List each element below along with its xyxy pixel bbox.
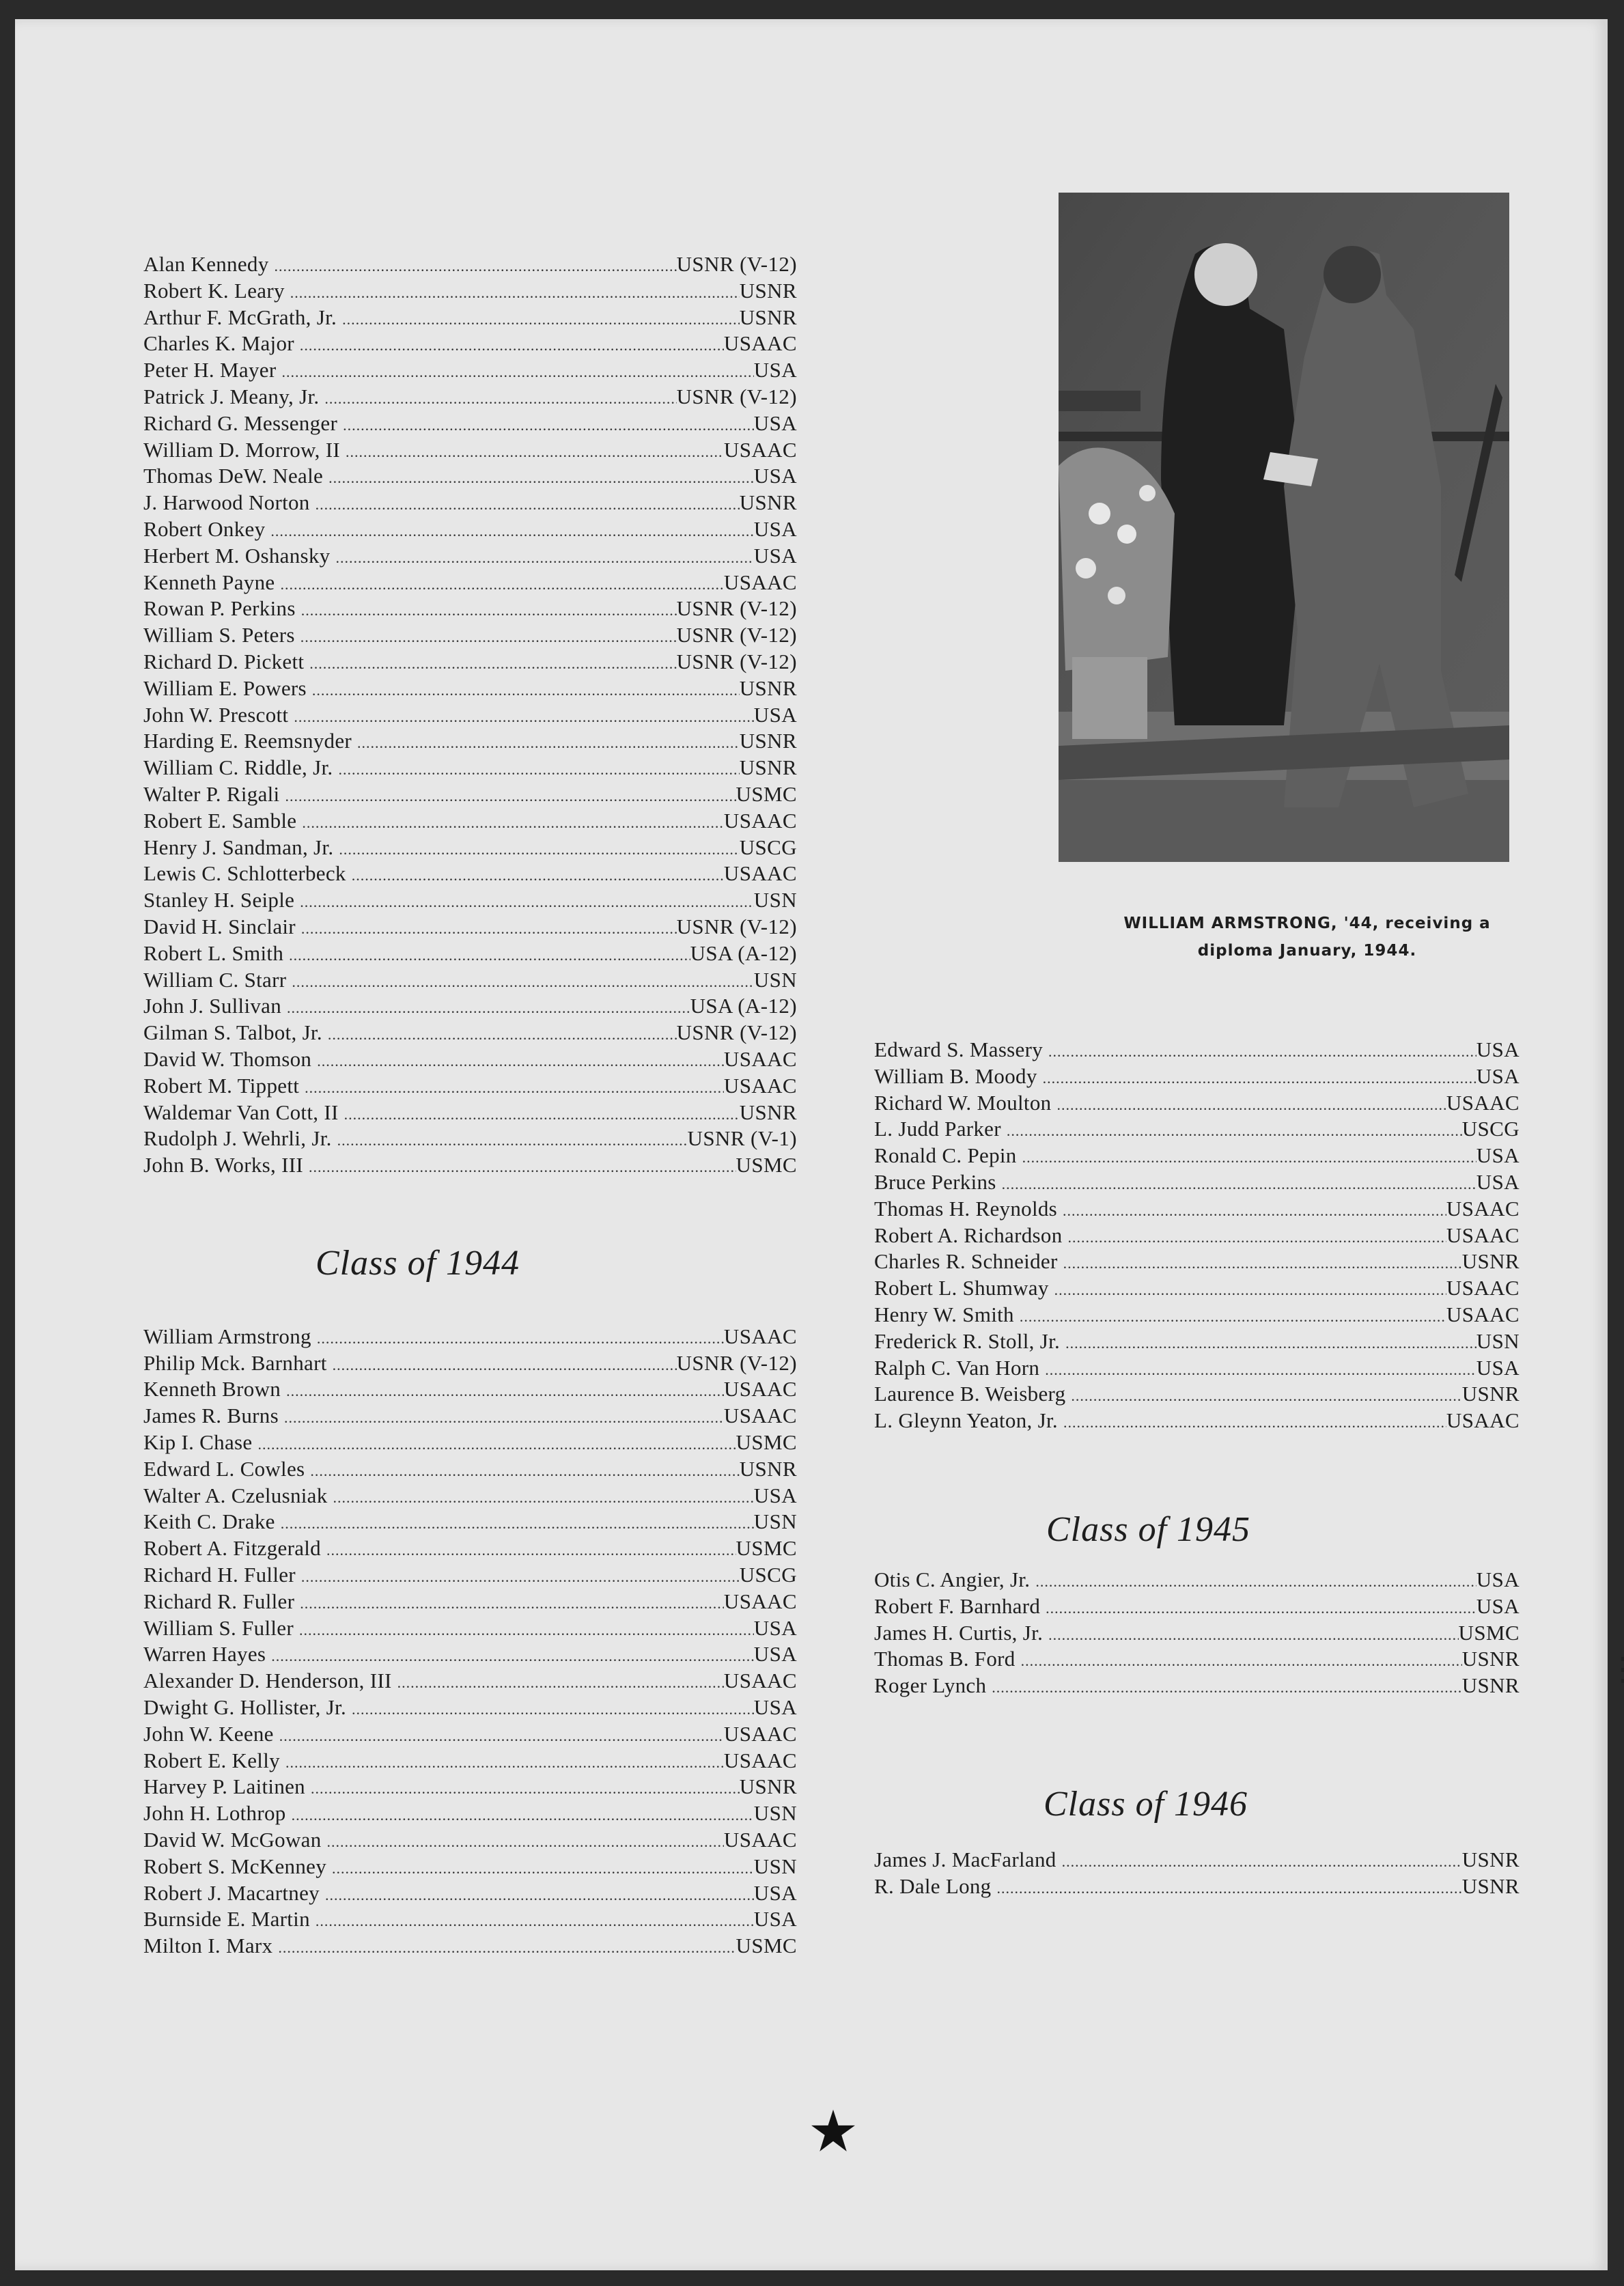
- roster-entry: Gilman S. Talbot, Jr. ..... USNR (V-12): [143, 1020, 797, 1046]
- class-1946-list: [874, 1847, 1520, 1900]
- roster-entry: Warren Hayes ..... USA: [143, 1641, 797, 1668]
- roster-entry: William Armstrong ..... USAAC: [143, 1324, 797, 1350]
- roster-entry: Frederick R. Stoll, Jr. ..... USN: [874, 1328, 1520, 1355]
- roster-entry: William D. Morrow, II ..... USAAC: [143, 437, 797, 464]
- roster-entry: John B. Works, III ..... USMC: [143, 1152, 797, 1179]
- roster-entry: James R. Burns ..... USAAC: [143, 1403, 797, 1430]
- roster-entry: Philip Mck. Barnhart ..... USNR (V-12): [143, 1350, 797, 1377]
- roster-entry: John W. Prescott ..... USA: [143, 702, 797, 729]
- roster-entry: Thomas H. Reynolds ..... USAAC: [874, 1196, 1520, 1223]
- roster-entry: Walter P. Rigali ..... USMC: [143, 781, 797, 808]
- roster-entry: Robert J. Macartney ..... USA: [143, 1880, 797, 1907]
- class-1945-heading: Class of 1945: [1046, 1509, 1251, 1549]
- roster-entry: Harvey P. Laitinen ..... USNR: [143, 1774, 797, 1800]
- roster-entry: Edward S. Massery ..... USA: [874, 1037, 1520, 1063]
- roster-entry: Robert A. Richardson ..... USAAC: [874, 1223, 1520, 1249]
- roster-entry: Thomas DeW. Neale ..... USA: [143, 463, 797, 490]
- roster-entry: Harding E. Reemsnyder ..... USNR: [143, 728, 797, 755]
- roster-entry: Robert L. Smith ..... USA (A-12): [143, 940, 797, 967]
- caption-line-2: diploma January, 1944.: [1197, 942, 1417, 960]
- roster-entry: Arthur F. McGrath, Jr. ..... USNR: [143, 305, 797, 331]
- roster-entry: Laurence B. Weisberg ..... USNR: [874, 1381, 1520, 1408]
- roster-entry: James H. Curtis, Jr. ..... USMC: [874, 1620, 1520, 1647]
- roster-entry: R. Dale Long ..... USNR: [874, 1873, 1520, 1900]
- roster-entry: Henry J. Sandman, Jr. ..... USCG: [143, 835, 797, 861]
- roster-entry: Peter H. Mayer ..... USA: [143, 357, 797, 384]
- roster-entry: Robert E. Samble ..... USAAC: [143, 808, 797, 835]
- roster-entry: L. Gleynn Yeaton, Jr. ..... USAAC: [874, 1408, 1520, 1434]
- roster-entry: Waldemar Van Cott, II ..... USNR: [143, 1100, 797, 1126]
- photo-caption: [1089, 910, 1526, 964]
- roster-entry: Kenneth Payne ..... USAAC: [143, 570, 797, 596]
- roster-entry: Rudolph J. Wehrli, Jr. ..... USNR (V-1): [143, 1126, 797, 1152]
- roster-entry: William B. Moody ..... USA: [874, 1063, 1520, 1090]
- caption-line-1: WILLIAM ARMSTRONG, '44, receiving a: [1123, 915, 1491, 932]
- roster-entry: John J. Sullivan ..... USA (A-12): [143, 993, 797, 1020]
- roster-entry: Burnside E. Martin ..... USA: [143, 1906, 797, 1933]
- star-icon: [810, 2108, 856, 2154]
- roster-entry: Bruce Perkins ..... USA: [874, 1169, 1520, 1196]
- roster-entry: Patrick J. Meany, Jr. ..... USNR (V-12): [143, 384, 797, 410]
- roster-entry: Robert F. Barnhard ..... USA: [874, 1593, 1520, 1620]
- roster-entry: Kenneth Brown ..... USAAC: [143, 1376, 797, 1403]
- roster-entry: Richard R. Fuller ..... USAAC: [143, 1589, 797, 1615]
- roster-entry: William S. Peters ..... USNR (V-12): [143, 622, 797, 649]
- roster-entry: Thomas B. Ford ..... USNR: [874, 1646, 1520, 1673]
- roster-entry: Kip I. Chase ..... USMC: [143, 1430, 797, 1456]
- roster-entry: Herbert M. Oshansky ..... USA: [143, 543, 797, 570]
- roster-entry: Robert M. Tippett ..... USAAC: [143, 1073, 797, 1100]
- class-1944-heading: Class of 1944: [316, 1243, 520, 1283]
- roster-entry: Charles R. Schneider ..... USNR: [874, 1249, 1520, 1275]
- roster-entry: James J. MacFarland ..... USNR: [874, 1847, 1520, 1873]
- roster-entry: Robert A. Fitzgerald ..... USMC: [143, 1535, 797, 1562]
- roster-entry: Alan Kennedy ..... USNR (V-12): [143, 251, 797, 278]
- roster-entry: Henry W. Smith ..... USAAC: [874, 1302, 1520, 1328]
- roster-entry: David H. Sinclair ..... USNR (V-12): [143, 914, 797, 940]
- roster-entry: Milton I. Marx ..... USMC: [143, 1933, 797, 1960]
- class-1945-list: [874, 1567, 1520, 1699]
- binding-edge-mark: [1621, 1653, 1624, 1687]
- roster-entry: Keith C. Drake ..... USN: [143, 1509, 797, 1535]
- roster-entry: William S. Fuller ..... USA: [143, 1615, 797, 1642]
- roster-entry: Dwight G. Hollister, Jr. ..... USA: [143, 1695, 797, 1721]
- roster-entry: Ronald C. Pepin ..... USA: [874, 1143, 1520, 1169]
- roster-entry: Richard G. Messenger ..... USA: [143, 410, 797, 437]
- left-column: [143, 251, 797, 1960]
- roster-entry: Richard W. Moulton ..... USAAC: [874, 1090, 1520, 1117]
- roster-entry: Roger Lynch ..... USNR: [874, 1673, 1520, 1699]
- class-1946-heading: Class of 1946: [1044, 1784, 1248, 1824]
- page: [15, 19, 1608, 2270]
- roster-entry: Lewis C. Schlotterbeck ..... USAAC: [143, 861, 797, 887]
- roster-entry: Walter A. Czelusniak ..... USA: [143, 1483, 797, 1509]
- roster-entry: Robert L. Shumway ..... USAAC: [874, 1275, 1520, 1302]
- roster-entry: Stanley H. Seiple ..... USN: [143, 887, 797, 914]
- roster-entry: David W. Thomson ..... USAAC: [143, 1046, 797, 1073]
- right-column: [874, 1037, 1520, 1900]
- roster-entry: Rowan P. Perkins ..... USNR (V-12): [143, 596, 797, 622]
- graduation-photo: [1059, 193, 1509, 862]
- roster-entry: William C. Starr ..... USN: [143, 967, 797, 994]
- roster-entry: Richard D. Pickett ..... USNR (V-12): [143, 649, 797, 675]
- roster-entry: Robert E. Kelly ..... USAAC: [143, 1748, 797, 1774]
- roster-entry: Richard H. Fuller ..... USCG: [143, 1562, 797, 1589]
- roster-entry: L. Judd Parker ..... USCG: [874, 1116, 1520, 1143]
- roster-entry: Robert K. Leary ..... USNR: [143, 278, 797, 305]
- class-1944-list-right: [874, 1037, 1520, 1434]
- roster-entry: Otis C. Angier, Jr. ..... USA: [874, 1567, 1520, 1593]
- roster-entry: Ralph C. Van Horn ..... USA: [874, 1355, 1520, 1382]
- roster-entry: Edward L. Cowles ..... USNR: [143, 1456, 797, 1483]
- roster-entry: J. Harwood Norton ..... USNR: [143, 490, 797, 516]
- roster-entry: Robert Onkey ..... USA: [143, 516, 797, 543]
- roster-entry: Charles K. Major ..... USAAC: [143, 331, 797, 357]
- roster-list-continued: [143, 251, 797, 1179]
- class-1944-list-left: [143, 1324, 797, 1960]
- roster-entry: Alexander D. Henderson, III ..... USAAC: [143, 1668, 797, 1695]
- roster-entry: John H. Lothrop ..... USN: [143, 1800, 797, 1827]
- roster-entry: David W. McGowan ..... USAAC: [143, 1827, 797, 1854]
- roster-entry: William C. Riddle, Jr. ..... USNR: [143, 755, 797, 781]
- photo-illustration: [1059, 193, 1509, 862]
- roster-entry: John W. Keene ..... USAAC: [143, 1721, 797, 1748]
- roster-entry: William E. Powers ..... USNR: [143, 675, 797, 702]
- roster-entry: Robert S. McKenney ..... USN: [143, 1854, 797, 1880]
